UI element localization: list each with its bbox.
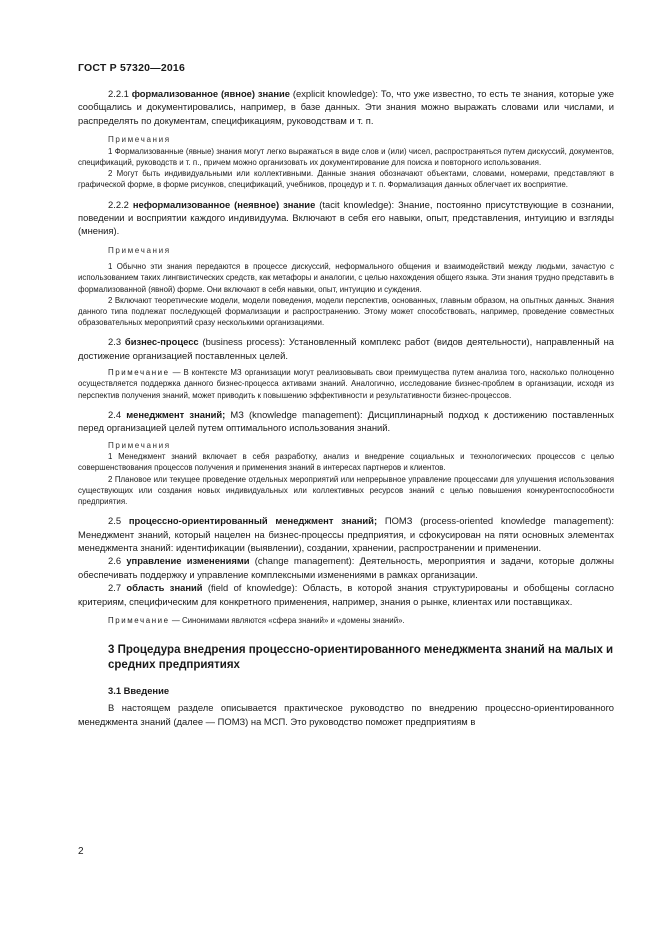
note: 2 Включают теоретические модели, модели поведения, модели перспектив, основанных, главным образом, на опытных данных. Знания данного типа подлежат последующей формализации и распространению. Этому может способствовать, например, проведение совместных образовательных мероприятий сразу несколькими организациями. (78, 295, 614, 328)
definition-text: (tacit knowledge): Знание, постоянно присутствующие в сознании, поведении и восприятии каждого индивидуума. Включают в себя его навыки, опыт, представления, интуицию и взгляды (мнения). (78, 198, 614, 237)
term: формализованное (явное) знание (131, 88, 291, 99)
definition-text: (business process): Установленный комплекс работ (видов деятельности), направленный на достижение организацией поставленных целей. (78, 336, 614, 361)
note: Примечание — Синонимами являются «сфера знаний» и «домены знаний». (108, 616, 405, 626)
definition-text: МЗ (knowledge management): Дисциплинарный подход к достижению поставленных перед организацией целей путем оптимального использования знаний. (78, 408, 614, 434)
definition-2-5 (78, 514, 614, 554)
section-3-1-paragraph: В настоящем разделе описывается практическое руководство по внедрению процессно-ориентированного менеджмента знаний (далее — ПОМЗ) на МСП. Это руководство поможет предприятиям в (78, 702, 614, 727)
clause-number: 2.2.1 (108, 88, 129, 99)
note: 1 Менеджмент знаний включает в себя разработку, анализ и внедрение социальных и технологических процессов с целью совершенствования процессов получения и применения знаний в интересах партнеров и клиентов. (78, 452, 614, 473)
document-header: ГОСТ Р 57320—2016 (78, 62, 186, 74)
term: область знаний (126, 582, 203, 594)
note: 1 Формализованные (явные) знания могут легко выражаться в виде слов и (или) чисел, распространяться путем дискуссий, документов, спецификаций, руководств и т. п., причем можно организовать их документирование для поиска и повторного использования. (78, 146, 614, 167)
definition-2-2-2 (78, 198, 614, 238)
term: менеджмент знаний; (126, 408, 226, 420)
definition-2-2-1 (78, 87, 614, 127)
clause-number: 2.3 (108, 336, 122, 348)
note: 1 Обычно эти знания передаются в процессе дискуссий, неформального общения и взаимодействий между людьми, зачастую с использованием таких лингвистических средств, как метафоры и аналогии, с целью нахождения общего языка. Эти знания трудно представить в формализованной (явной) форме. Они включают в себя навыки, опыт, интуицию и суждения. (78, 262, 614, 294)
clause-number: 2.2.2 (108, 198, 129, 210)
subsection-heading-3-1: 3.1 Введение (108, 685, 170, 697)
term: процессно-ориентированный менеджмент знаний; (128, 515, 378, 527)
notes-label: Примечания (108, 135, 171, 145)
clause-number: 2.6 (108, 555, 122, 567)
term: неформализованное (неявное) знание (132, 198, 316, 210)
document-body (78, 87, 614, 728)
definition-text: ПОМЗ (process-oriented knowledge management): Менеджмент знаний, который нацелен на бизнес-процессы предприятия, и сфокусирован на пяти основных элементах менеджмента знаний: идентификации (выявлении), создании, хранении, распространении и применении. (78, 515, 614, 554)
note: 2 Могут быть индивидуальными или коллективными. Данные знания обозначают объектами, словами, номерами, представляют в графической форме, в форме рисунков, спецификаций, учебников, процедур и т. п. Формализация данных облегчает их восприятие. (78, 169, 614, 190)
note-label: Примечание (108, 368, 170, 378)
definition-2-4 (78, 408, 614, 435)
definition-text: (change management): Деятельность, мероприятия и задачи, которые должны обеспечивать поддержку и управление комплексными изменениями в рамках организации. (78, 555, 615, 580)
definition-2-6 (78, 554, 614, 581)
clause-number: 2.4 (108, 408, 122, 420)
page-number: 2 (78, 846, 84, 857)
note: 2 Плановое или текущее проведение отдельных мероприятий или непрерывное управление процессами для улучшения использования существующих или создания новых индивидуальных или коллективных ресурсов знаний с целью повышения конкурентоспособности предприятия. (78, 474, 614, 507)
note: Примечание — В контексте МЗ организации могут реализовывать свои преимущества путем анализа того, насколько полноценно осуществляется поддержка данного бизнес-процесса активами знаний. Аналогично, исследование бизнес-проблем в организации, исходя из перспектив получения знаний, может приводить к повышению эффективности и результативности бизнес-процессов. (78, 368, 614, 400)
note-label: Примечание (108, 616, 170, 626)
clause-number: 2.7 (108, 582, 122, 594)
section-heading-3: 3 Процедура внедрения процессно-ориентированного менеджмента знаний на малых и средних предприятиях (108, 644, 614, 672)
notes-label: Примечания (108, 245, 171, 255)
term: управление изменениями (126, 555, 250, 567)
clause-number: 2.5 (108, 515, 122, 527)
definition-2-3 (78, 335, 614, 362)
term: бизнес-процесс (124, 336, 199, 348)
definition-2-7 (78, 581, 614, 608)
definition-text: (explicit knowledge): То, что уже известно, то есть те знания, которые уже сообщались и документировались, например, в базе данных. Эти знания можно выражать словами или числами, и распределять по документам, спецификациям, руководствам и т. п. (78, 88, 614, 126)
notes-label: Примечания (108, 440, 171, 450)
definition-text: (field of knowledge): Область, в которой знания структурированы и обобщены согласно критериям, специфическим для конкретного применения, например, знания о рынке, клиентах или поставщиках. (78, 582, 614, 607)
